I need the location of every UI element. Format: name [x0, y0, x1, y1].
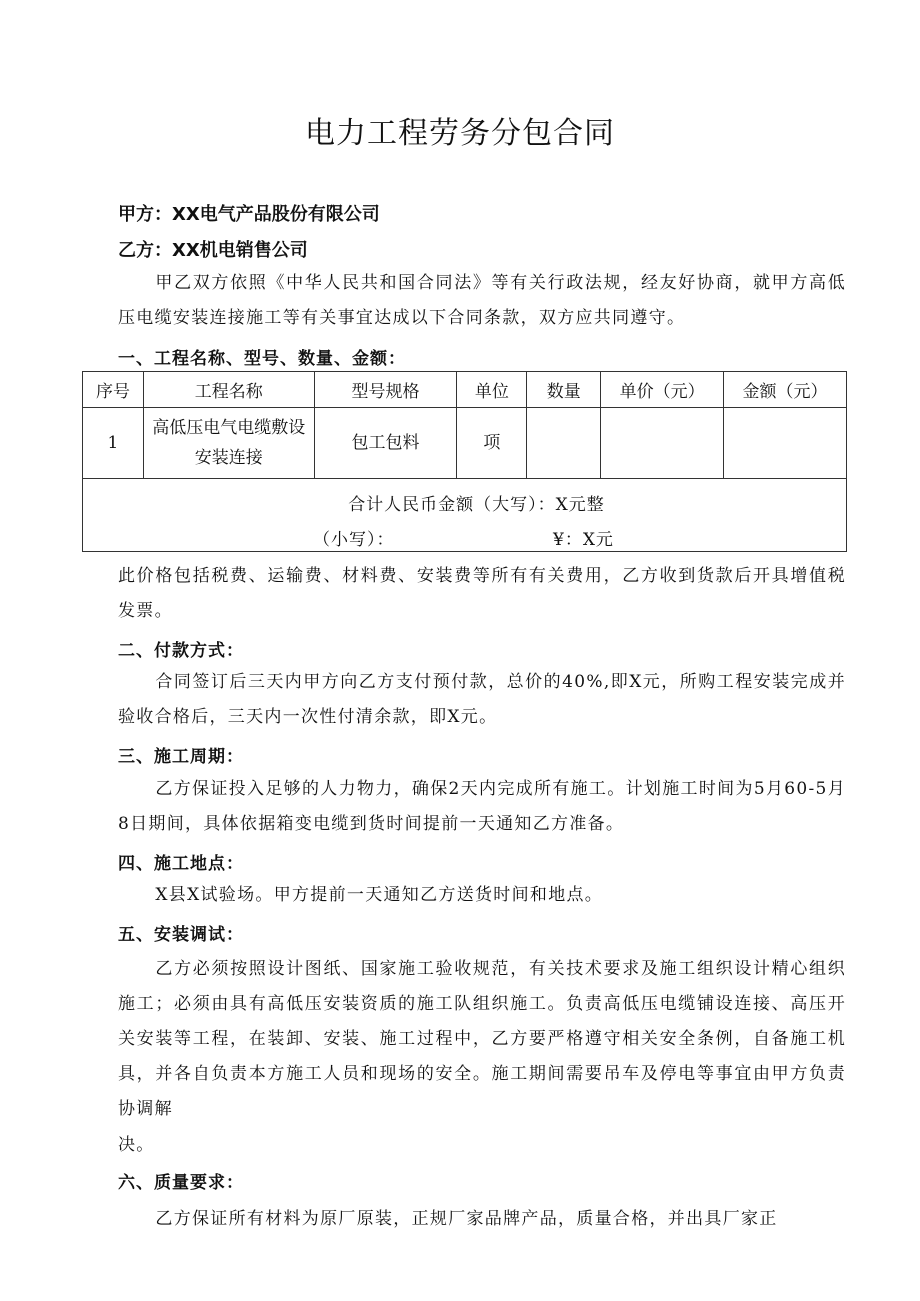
- header-name: 工程名称: [143, 372, 314, 408]
- total-row: [83, 479, 847, 552]
- section2-body: 合同签订后三天内甲方向乙方支付预付款，总价的40%,即X元，所购工程安装完成并验收合格后，三天内一次性付清余款，即X元。: [118, 672, 846, 727]
- cell-amount: [724, 408, 847, 479]
- section3-heading: 三、施工周期：: [118, 747, 244, 767]
- header-qty: 数量: [527, 372, 601, 408]
- section5-tail: 决。: [118, 1135, 155, 1155]
- section6-heading: 六、质量要求：: [118, 1173, 244, 1193]
- cell-unit: 项: [457, 408, 527, 479]
- document-title: 电力工程劳务分包合同: [305, 116, 615, 151]
- cell-spec: 包工包料: [314, 408, 457, 479]
- cell-price: [601, 408, 724, 479]
- total-upper: 合计人民币金额（大写）：X元整: [348, 494, 605, 515]
- header-price: 单价（元）: [601, 372, 724, 408]
- header-amount: 金额（元）: [724, 372, 847, 408]
- table-header-row: [83, 372, 847, 408]
- price-note: 此价格包括税费、运输费、材料费、安装费等所有有关费用，乙方收到货款后开具增值税发票。: [118, 566, 846, 621]
- section1-heading: 一、工程名称、型号、数量、金额：: [118, 349, 406, 369]
- section2-heading: 二、付款方式：: [118, 641, 244, 661]
- section4-body: X县X试验场。甲方提前一天通知乙方送货时间和地点。: [155, 885, 604, 905]
- table-row: [83, 408, 847, 479]
- party-a: 甲方：XX电气产品股份有限公司: [118, 204, 380, 225]
- intro-paragraph: 甲乙双方依照《中华人民共和国合同法》等有关行政法规，经友好协商，就甲方高低压电缆安装连接施工等有关事宜达成以下合同条款，双方应共同遵守。: [118, 273, 846, 328]
- section3-body: 乙方保证投入足够的人力物力，确保2天内完成所有施工。计划施工时间为5月60-5月8日期间，具体依据箱变电缆到货时间提前一天通知乙方准备。: [118, 779, 846, 834]
- cell-no: 1: [83, 408, 144, 479]
- section5-body: 乙方必须按照设计图纸、国家施工验收规范，有关技术要求及施工组织设计精心组织施工；必须由具有高低压安装资质的施工队组织施工。负责高低压电缆铺设连接、高压开关安装等工程，在装卸、安装、施工过程中，乙方要严格遵守相关安全条例，自备施工机具，并各自负责本方施工人员和现场的安全。施工期间需要吊车及停电等事宜由甲方负责协调解: [118, 959, 846, 1119]
- cell-name: 高低压电气电缆敷设安装连接: [143, 408, 314, 479]
- header-no: 序号: [83, 372, 144, 408]
- header-unit: 单位: [457, 372, 527, 408]
- total-lower-value: ¥：X元: [553, 529, 614, 550]
- total-cell: [83, 479, 847, 552]
- section4-heading: 四、施工地点：: [118, 854, 244, 874]
- section5-heading: 五、安装调试：: [118, 925, 244, 945]
- total-lower: [83, 515, 846, 551]
- cell-qty: [527, 408, 601, 479]
- party-b: 乙方：XX机电销售公司: [118, 240, 308, 261]
- items-table: [82, 371, 847, 552]
- total-lower-label: （小写）：: [313, 529, 395, 550]
- section6-body: 乙方保证所有材料为原厂原装，正规厂家品牌产品，质量合格，并出具厂家正: [155, 1209, 778, 1229]
- header-spec: 型号规格: [314, 372, 457, 408]
